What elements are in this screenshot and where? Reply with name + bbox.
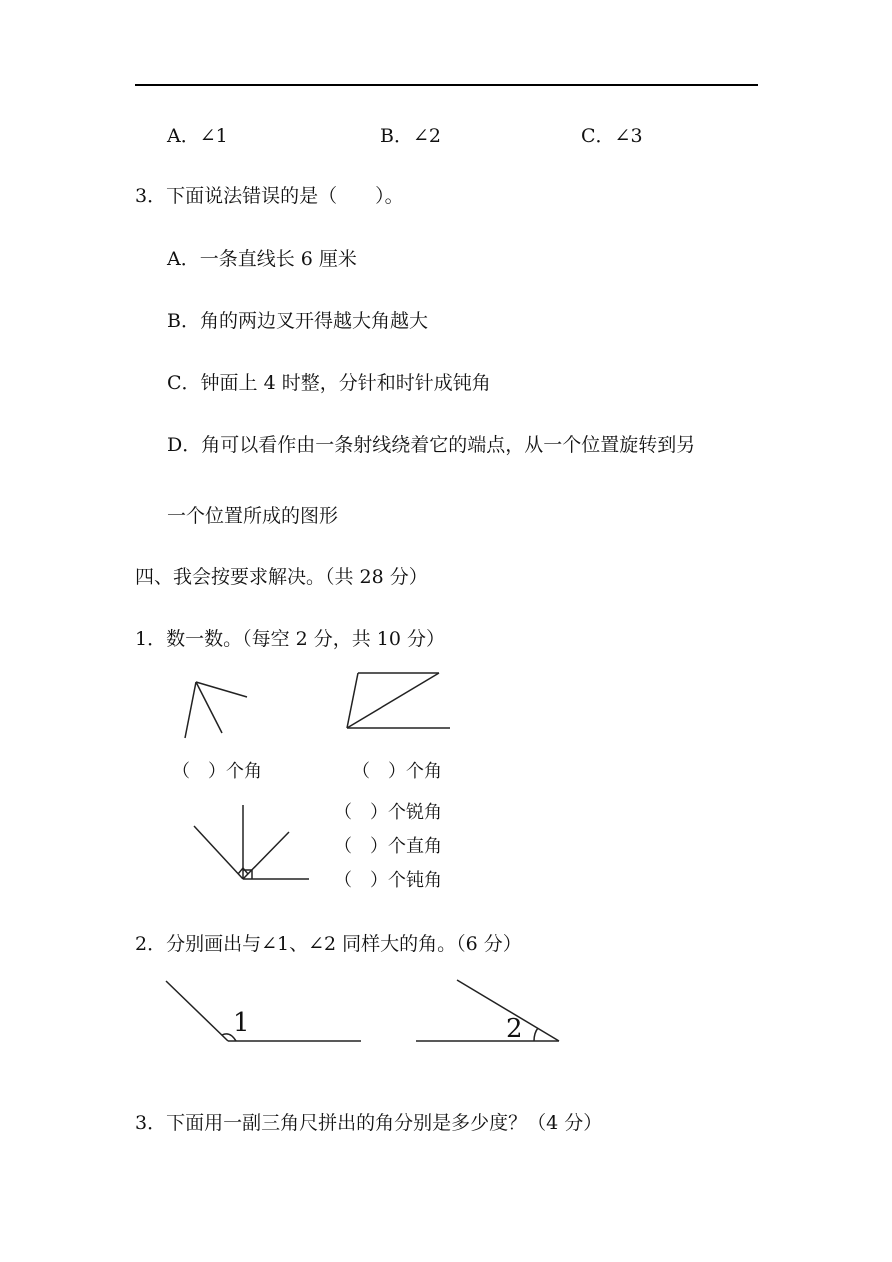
- angle1-ray: [166, 981, 228, 1041]
- s4-q1-stem: 1．数一数。（每空 2 分，共 10 分）: [135, 628, 446, 650]
- trapezoid-diagonal-figure: [340, 668, 455, 734]
- section4-heading: 四、我会按要求解决。（共 28 分）: [135, 566, 428, 588]
- ray-right: [243, 832, 289, 879]
- angle2-figure: [410, 975, 565, 1047]
- q3-option-b: B．角的两边叉开得越大角越大: [167, 310, 428, 332]
- angle-fan-figure: [175, 672, 255, 744]
- q3-stem: 3．下面说法错误的是（ ）。: [135, 185, 404, 207]
- angle2-arc: [534, 1028, 538, 1041]
- ray: [196, 682, 222, 733]
- edge: [347, 673, 439, 728]
- angle1-figure: [160, 975, 370, 1047]
- s4-q3-stem: 3．下面用一副三角尺拼出的角分别是多少度？（4 分）: [135, 1112, 603, 1134]
- edge: [347, 673, 358, 728]
- q2-option-b: B．∠2: [380, 125, 441, 147]
- blank-obtuse[interactable]: （ ）个钝角: [334, 870, 442, 891]
- angle2-label: 2: [506, 1014, 523, 1044]
- q3-option-c: C．钟面上 4 时整，分针和时针成钝角: [167, 372, 491, 394]
- angle1-label: 1: [233, 1008, 250, 1038]
- blank-right-angle[interactable]: （ ）个直角: [334, 836, 442, 857]
- q2-option-c: C．∠3: [581, 125, 643, 147]
- blank-right-angles[interactable]: （ ）个角: [352, 761, 442, 782]
- ray-left: [194, 826, 243, 879]
- top-rule: [135, 84, 758, 86]
- mixed-angles-figure: [188, 802, 314, 886]
- q2-option-a: A．∠1: [167, 125, 228, 147]
- blank-left-angles[interactable]: （ ）个角: [172, 761, 262, 782]
- q3-option-d-line1: D．角可以看作由一条射线绕着它的端点，从一个位置旋转到另: [167, 434, 696, 456]
- blank-acute[interactable]: （ ）个锐角: [334, 802, 442, 823]
- q3-option-a: A．一条直线长 6 厘米: [167, 248, 357, 270]
- q3-option-d-line2: 一个位置所成的图形: [167, 505, 339, 527]
- ray: [196, 682, 247, 697]
- s4-q2-stem: 2．分别画出与∠1、∠2 同样大的角。（6 分）: [135, 933, 522, 955]
- ray: [185, 682, 196, 738]
